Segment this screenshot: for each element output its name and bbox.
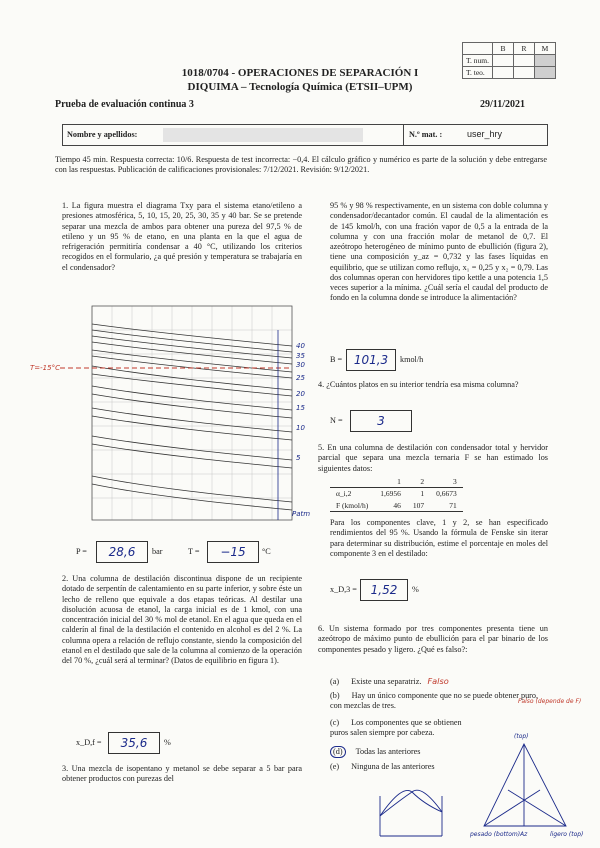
option-a[interactable]: [330, 676, 449, 687]
question-3-text-cont: 95 % y 98 % respectivamente, en un sistema con doble columna y condensador/decantador común. El caudal de la alimentación es de 145 kmol/h, con una fración vapor de 0,5 a la entrada de la columna y con una fracción molar de metanol de 0,7. El azeótropo heterogéneo de mínimo punto de ebullición (figura 2), tiene una composición y_az = 0,732 y las fases líquidas en equilibrio, que se utilizan como reflujo, x₁ = 0,25 y x₂ = 0,79. Las dos columnas operan con hervidores tipo kettle a una potencia 1,5 veces superior a la mínima. ¿Cuál sería el caudal del producto de fondo en la columna donde se introduce la alimentación?: [330, 201, 548, 303]
curve-label: 15: [296, 404, 305, 412]
grade-cell: [534, 55, 555, 67]
name-field[interactable]: [163, 128, 363, 142]
row-label: F (kmol/h): [330, 500, 374, 512]
option-text: Todas las anteriores: [355, 747, 421, 756]
grade-header: M: [534, 43, 555, 55]
option-text: Existe una separatriz.: [351, 677, 422, 686]
curve-label: 30: [296, 361, 305, 369]
mat-field[interactable]: user_hry: [467, 129, 503, 139]
option-e[interactable]: [330, 762, 435, 772]
xdf-label: x_D,f =: [76, 738, 102, 747]
boiling-sketch: [372, 776, 462, 844]
b-unit: kmol/h: [400, 355, 424, 364]
name-label: Nombre y apellidos:: [67, 130, 138, 139]
table-header: 1: [374, 476, 407, 488]
handwritten-note: Falso (depende de F): [518, 698, 582, 705]
table-cell: 0,6673: [436, 489, 457, 499]
t-unit: °C: [262, 547, 271, 556]
option-text: Ninguna de las anteriores: [351, 762, 435, 771]
option-d[interactable]: [330, 746, 421, 758]
sketch-label: Az: [520, 831, 528, 838]
option-letter: (b): [330, 691, 340, 700]
table-cell: 71: [430, 500, 463, 512]
divider: [403, 125, 404, 145]
option-letter: (a): [330, 677, 340, 686]
sketch-label: pesado (bottom): [470, 831, 521, 838]
sketch-label: ligero (top): [550, 831, 584, 838]
option-b[interactable]: [330, 691, 548, 712]
n-label: N =: [330, 416, 343, 425]
option-letter: (d): [330, 746, 346, 758]
question-4-text: 4. ¿Cuántos platos en su interior tendría esa misma columna?: [318, 380, 519, 389]
curve-label: 40: [296, 342, 305, 350]
p-label: P =: [76, 547, 87, 556]
curve-label: Patm: [292, 510, 311, 518]
b-answer-box[interactable]: 101,3: [346, 349, 396, 371]
txy-diagram: [30, 300, 320, 532]
grade-header: B: [492, 43, 513, 55]
grade-row-label: T. teo.: [463, 67, 493, 79]
handwritten-note: Falso: [427, 676, 449, 686]
t-answer-box[interactable]: −15: [207, 541, 259, 563]
xd3-label: x_D,3 =: [330, 585, 357, 594]
table-cell: 1,6956: [380, 489, 401, 499]
curve-label: 5: [296, 454, 301, 462]
sketch-label: (top): [514, 733, 529, 740]
grade-corner: [463, 43, 493, 55]
option-letter: (c): [330, 718, 340, 727]
department: DIQUIMA – Tecnología Química (ETSII–UPM): [187, 81, 413, 93]
table-cell: [330, 476, 374, 488]
temperature-annotation: T=-15°C: [30, 364, 60, 372]
t-label: T =: [188, 547, 200, 556]
option-letter: (e): [330, 762, 340, 771]
course-title: 1018/0704 - OPERACIONES DE SEPARACIÓN I: [181, 67, 419, 79]
curve-label: 10: [296, 424, 305, 432]
xd3-answer-box[interactable]: 1,52: [360, 579, 408, 601]
grade-cell: [513, 55, 534, 67]
table-cell: 1: [420, 489, 425, 499]
row-label: α_i,2: [336, 489, 352, 499]
curve-label: 20: [296, 390, 305, 398]
question-5-text-after: Para los componentes clave, 1 y 2, se han especificado rendimientos del 95 %. Usando la fórmula de Fenske sin iterar para determinar su distribución, estime el porcentaje en moles del componente 3 en el destilado:: [330, 518, 548, 558]
table-cell: 46: [374, 500, 407, 512]
xd3-unit: %: [412, 585, 419, 594]
curve-label: 35: [296, 352, 305, 360]
student-info-box: [62, 124, 548, 146]
mat-label: N.º mat. :: [409, 130, 443, 139]
option-text: Hay un único componente que no se puede obtener puro, con mezclas de tres.: [330, 691, 539, 711]
question-6-text: 6. Un sistema formado por tres componentes presenta tiene un azeótropo de máximo punto de ebullición para el par binario de los componentes pesado y ligero. ¿Qué es falso?:: [318, 624, 548, 654]
q5-data-table: [330, 476, 463, 512]
grade-cell: [492, 55, 513, 67]
table-header: 3: [430, 476, 463, 488]
xdf-answer-box[interactable]: 35,6: [108, 732, 160, 754]
xdf-unit: %: [164, 738, 171, 747]
question-2-text: 2. Una columna de destilación discontinua dispone de un recipiente dotado de serpentín de calentamiento en su parte inferior, y sobre éste un lecho de relleno que equivale a dos etapas teóricas. Al destilar una disolución acuosa de etanol, la carga inicial es de 1 kmol, con una concentración inicial del 30 % mol de etanol. En el agua que queda en el calderín al final de la destilación el contenido en alcohol es del 2 %. La columna opera a relación de reflujo constante, siendo la composición del etanol en el destilado que sale de la columna al comienzo de la operación del 70 %, ¿cuál será al terminar? (Datos de equilibrio en figura 1).: [62, 574, 302, 665]
question-3-text-start: 3. Una mezcla de isopentano y metanol se debe separar a 5 bar para obtener productos con purezas del: [62, 764, 302, 784]
grade-row-label: T. num.: [463, 55, 493, 67]
grade-header: R: [513, 43, 534, 55]
option-text: Los componentes que se obtienen puros salen siempre por cabeza.: [330, 718, 462, 738]
curve-label: 25: [296, 374, 305, 382]
p-answer-box[interactable]: 28,6: [96, 541, 148, 563]
p-unit: bar: [152, 547, 163, 556]
test-title: Prueba de evaluación continua 3: [55, 99, 194, 110]
question-1-text: 1. La figura muestra el diagrama Txy para el sistema etano/etileno a presiones atmosférica, 5, 10, 15, 20, 25, 30, 35 y 40 bar. Se se pretende separar una mezcla de ambos para obtener una pureza del 97,5 % de etileno y un 95 % de etano, en una planta en la que el agua de refrigeración permitiría condensar a 40 °C, utilizando los criterios recogidos en el formulario, ¿a qué presión y temperatura se trabajaría en el condensador?: [62, 201, 302, 272]
test-date: 29/11/2021: [480, 99, 526, 110]
triangle-sketch: [470, 730, 584, 844]
table-cell: 107: [407, 500, 430, 512]
option-c[interactable]: [330, 718, 480, 739]
instructions: Tiempo 45 min. Respuesta correcta: 10/6. Respuesta de test incorrecta: −0,4. El cálculo gráfico y numérico es parte de la solución y debe entregarse con las respuestas. Publicación de calificaciones provisionales: 7/12/2021. Revisión: 9/12/2021.: [55, 155, 547, 175]
b-label: B =: [330, 355, 343, 364]
question-5-text: 5. En una columna de destilación con condensador total y hervidor parcial que separa una mezcla ternaria F se han estimado los siguientes datos:: [318, 443, 548, 473]
table-header: 2: [407, 476, 430, 488]
n-answer-box[interactable]: 3: [350, 410, 412, 432]
